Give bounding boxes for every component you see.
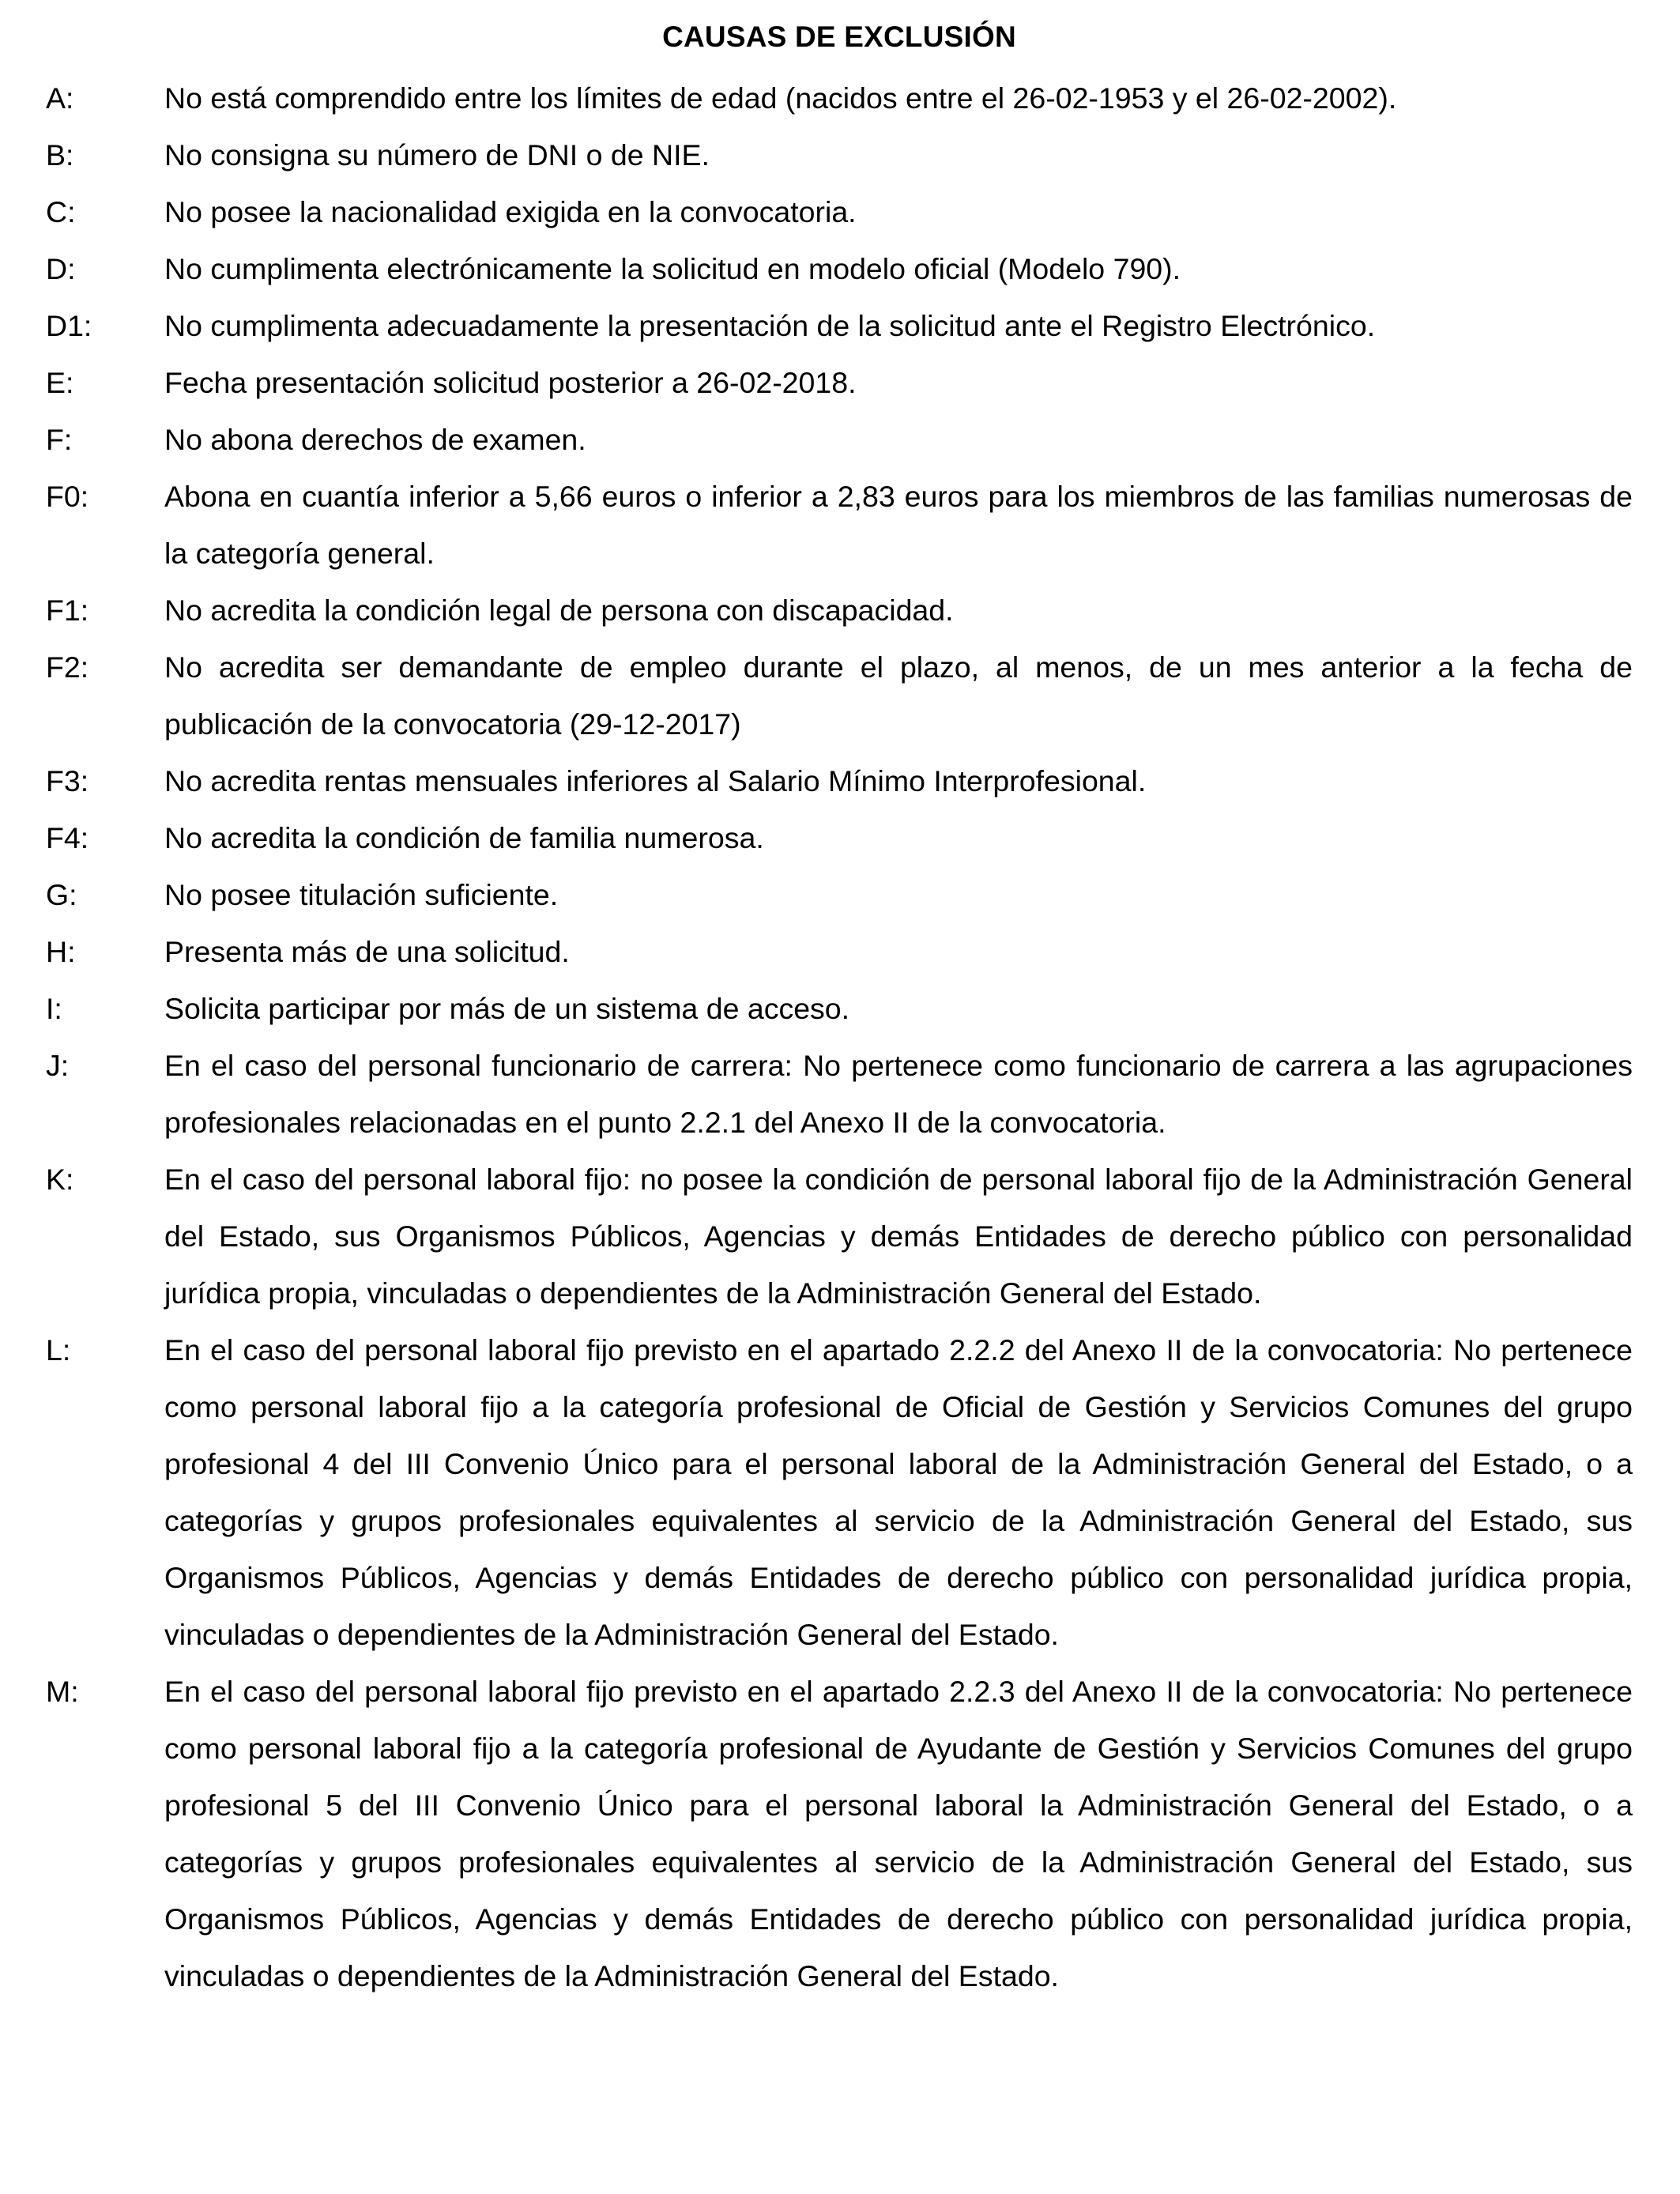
cause-description: En el caso del personal laboral fijo: no posee la condición de personal laboral fijo de la Administración General del Estado, sus Organismos Públicos, Agencias y demás Entidades de derecho público con personalidad jurídica propia, vinculadas o dependientes de la Administración General del Estado. [164,1163,1633,1310]
cause-description: No consigna su número de DNI o de NIE. [164,138,710,172]
cause-code: D1: [46,309,92,342]
exclusion-cause-item [46,468,1633,582]
cause-description: Fecha presentación solicitud posterior a 26-02-2018. [164,366,857,399]
cause-description: No posee titulación suficiente. [164,878,559,911]
exclusion-cause-item [46,126,1633,183]
cause-code: A: [46,81,74,115]
cause-description: En el caso del personal laboral fijo previsto en el apartado 2.2.2 del Anexo II de la convocatoria: No pertenece como personal laboral fijo a la categoría profesional de Oficial de Gestión y Servicios Comunes del grupo profesional 4 del III Convenio Único para el personal laboral de la Administración General del Estado, o a categorías y grupos profesionales equivalentes al servicio de la Administración General del Estado, sus Organismos Públicos, Agencias y demás Entidades de derecho público con personalidad jurídica propia, vinculadas o dependientes de la Administración General del Estado. [164,1333,1633,1651]
cause-code: F2: [46,650,89,684]
cause-code: B: [46,138,74,172]
cause-code: F0: [46,480,89,513]
cause-description: No acredita la condición legal de persona con discapacidad. [164,594,954,627]
cause-code: I: [46,992,62,1025]
cause-code: F1: [46,594,89,627]
cause-code: C: [46,195,76,228]
cause-description: No está comprendido entre los límites de edad (nacidos entre el 26-02-1953 y el 26-02-2002). [164,81,1397,115]
exclusion-cause-item [46,1663,1633,2004]
cause-code: D: [46,252,76,285]
cause-description: No cumplimenta adecuadamente la presentación de la solicitud ante el Registro Electrónico. [164,309,1376,342]
exclusion-cause-item [46,866,1633,923]
exclusion-cause-item [46,354,1633,411]
cause-description: No acredita la condición de familia numerosa. [164,821,764,854]
cause-description: En el caso del personal funcionario de carrera: No pertenece como funcionario de carrera a las agrupaciones profesionales relacionadas en el punto 2.2.1 del Anexo II de la convocatoria. [164,1049,1633,1139]
exclusion-cause-item [46,923,1633,980]
exclusion-cause-item [46,411,1633,468]
exclusion-causes-list [46,70,1633,2004]
cause-code: F3: [46,764,89,797]
exclusion-cause-item [46,752,1633,809]
cause-description: No posee la nacionalidad exigida en la convocatoria. [164,195,857,228]
cause-code: M: [46,1675,79,1708]
cause-description: En el caso del personal laboral fijo previsto en el apartado 2.2.3 del Anexo II de la convocatoria: No pertenece como personal laboral fijo a la categoría profesional de Ayudante de Gestión y Servicios Comunes del grupo profesional 5 del III Convenio Único para el personal laboral la Administración General del Estado, o a categorías y grupos profesionales equivalentes al servicio de la Administración General del Estado, sus Organismos Públicos, Agencias y demás Entidades de derecho público con personalidad jurídica propia, vinculadas o dependientes de la Administración General del Estado. [164,1675,1633,1992]
cause-description: Presenta más de una solicitud. [164,935,570,968]
cause-description: No cumplimenta electrónicamente la solicitud en modelo oficial (Modelo 790). [164,252,1181,285]
exclusion-cause-item [46,639,1633,752]
cause-code: H: [46,935,76,968]
exclusion-cause-item [46,980,1633,1037]
exclusion-cause-item [46,809,1633,866]
cause-description: Abona en cuantía inferior a 5,66 euros o inferior a 2,83 euros para los miembros de las familias numerosas de la categoría general. [164,480,1633,570]
cause-code: F: [46,423,73,456]
page-title: CAUSAS DE EXCLUSIÓN [662,21,1016,53]
exclusion-cause-item [46,240,1633,297]
cause-description: No acredita rentas mensuales inferiores al Salario Mínimo Interprofesional. [164,764,1147,797]
exclusion-cause-item [46,297,1633,354]
cause-description: No acredita ser demandante de empleo durante el plazo, al menos, de un mes anterior a la fecha de publicación de la convocatoria (29-12-2017) [164,650,1633,741]
cause-description: No abona derechos de examen. [164,423,586,456]
exclusion-cause-item [46,183,1633,240]
cause-code: J: [46,1049,70,1082]
exclusion-cause-item [46,1321,1633,1663]
cause-code: F4: [46,821,89,854]
cause-code: E: [46,366,74,399]
exclusion-cause-item [46,70,1633,126]
cause-code: G: [46,878,77,911]
exclusion-cause-item [46,1037,1633,1151]
cause-code: L: [46,1333,71,1367]
cause-code: K: [46,1163,74,1196]
exclusion-cause-item [46,582,1633,639]
exclusion-cause-item [46,1151,1633,1321]
cause-description: Solicita participar por más de un sistema de acceso. [164,992,850,1025]
